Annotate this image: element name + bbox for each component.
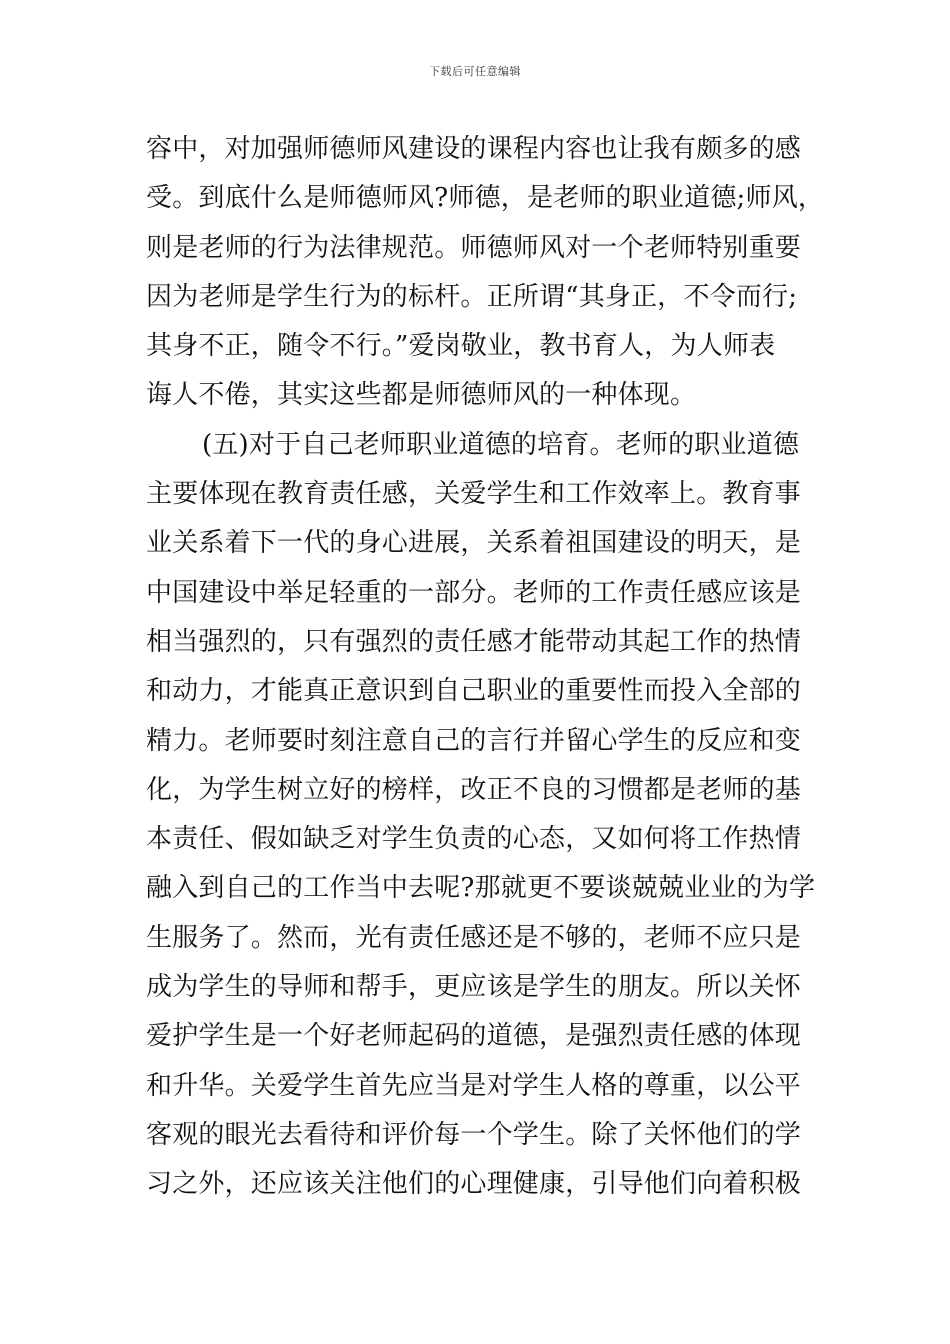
text-line: 诲人不倦，其实这些都是师德师风的一种体现。 (146, 380, 697, 411)
text-line: 和升华。关爱学生首先应当是对学生人格的尊重，以公平 (146, 1070, 802, 1101)
text-line: 相当强烈的，只有强烈的责任感才能带动其起工作的热情 (146, 626, 802, 657)
text-line: 客观的眼光去看待和评价每一个学生。除了关怀他们的学 (146, 1119, 802, 1150)
document-body (146, 125, 826, 1210)
text-line: 化，为学生树立好的榜样，改正不良的习惯都是老师的基 (146, 774, 802, 805)
text-line: 爱护学生是一个好老师起码的道德，是强烈责任感的体现 (146, 1021, 802, 1052)
text-line: 精力。老师要时刻注意自己的言行并留心学生的反应和变 (146, 725, 802, 756)
text-line: 中国建设中举足轻重的一部分。老师的工作责任感应该是 (146, 577, 802, 608)
text-line: 其身不正，随令不行。”爱岗敬业，教书育人，为人师表 (146, 331, 776, 362)
text-line: 生服务了。然而，光有责任感还是不够的，老师不应只是 (146, 922, 802, 953)
page-header: 下载后可任意编辑 (429, 65, 521, 78)
text-line: 容中，对加强师德师风建设的课程内容也让我有颇多的感 (146, 134, 802, 164)
text-line: 本责任、假如缺乏对学生负责的心态，又如何将工作热情 (146, 824, 802, 855)
text-line: 因为老师是学生行为的标杆。正所谓“其身正，不令而行; (146, 281, 798, 312)
text-line: 习之外，还应该关注他们的心理健康，引导他们向着积极 (146, 1169, 802, 1200)
text-line: 主要体现在教育责任感，关爱学生和工作效率上。教育事 (146, 479, 802, 510)
text-line: 和动力，才能真正意识到自己职业的重要性而投入全部的 (146, 676, 802, 707)
paragraph-start-line: (五)对于自己老师职业道德的培育。老师的职业道德 (202, 429, 800, 460)
text-line: 则是老师的行为法律规范。师德师风对一个老师特别重要 (146, 232, 802, 263)
text-line: 受。到底什么是师德师风?师德，是老师的职业道德;师风， (146, 183, 825, 214)
text-line: 成为学生的导师和帮手，更应该是学生的朋友。所以关怀 (146, 972, 802, 1003)
text-line: 业关系着下一代的身心进展，关系着祖国建设的明天，是 (146, 528, 802, 559)
text-line: 融入到自己的工作当中去呢?那就更不要谈兢兢业业的为学 (146, 873, 816, 904)
